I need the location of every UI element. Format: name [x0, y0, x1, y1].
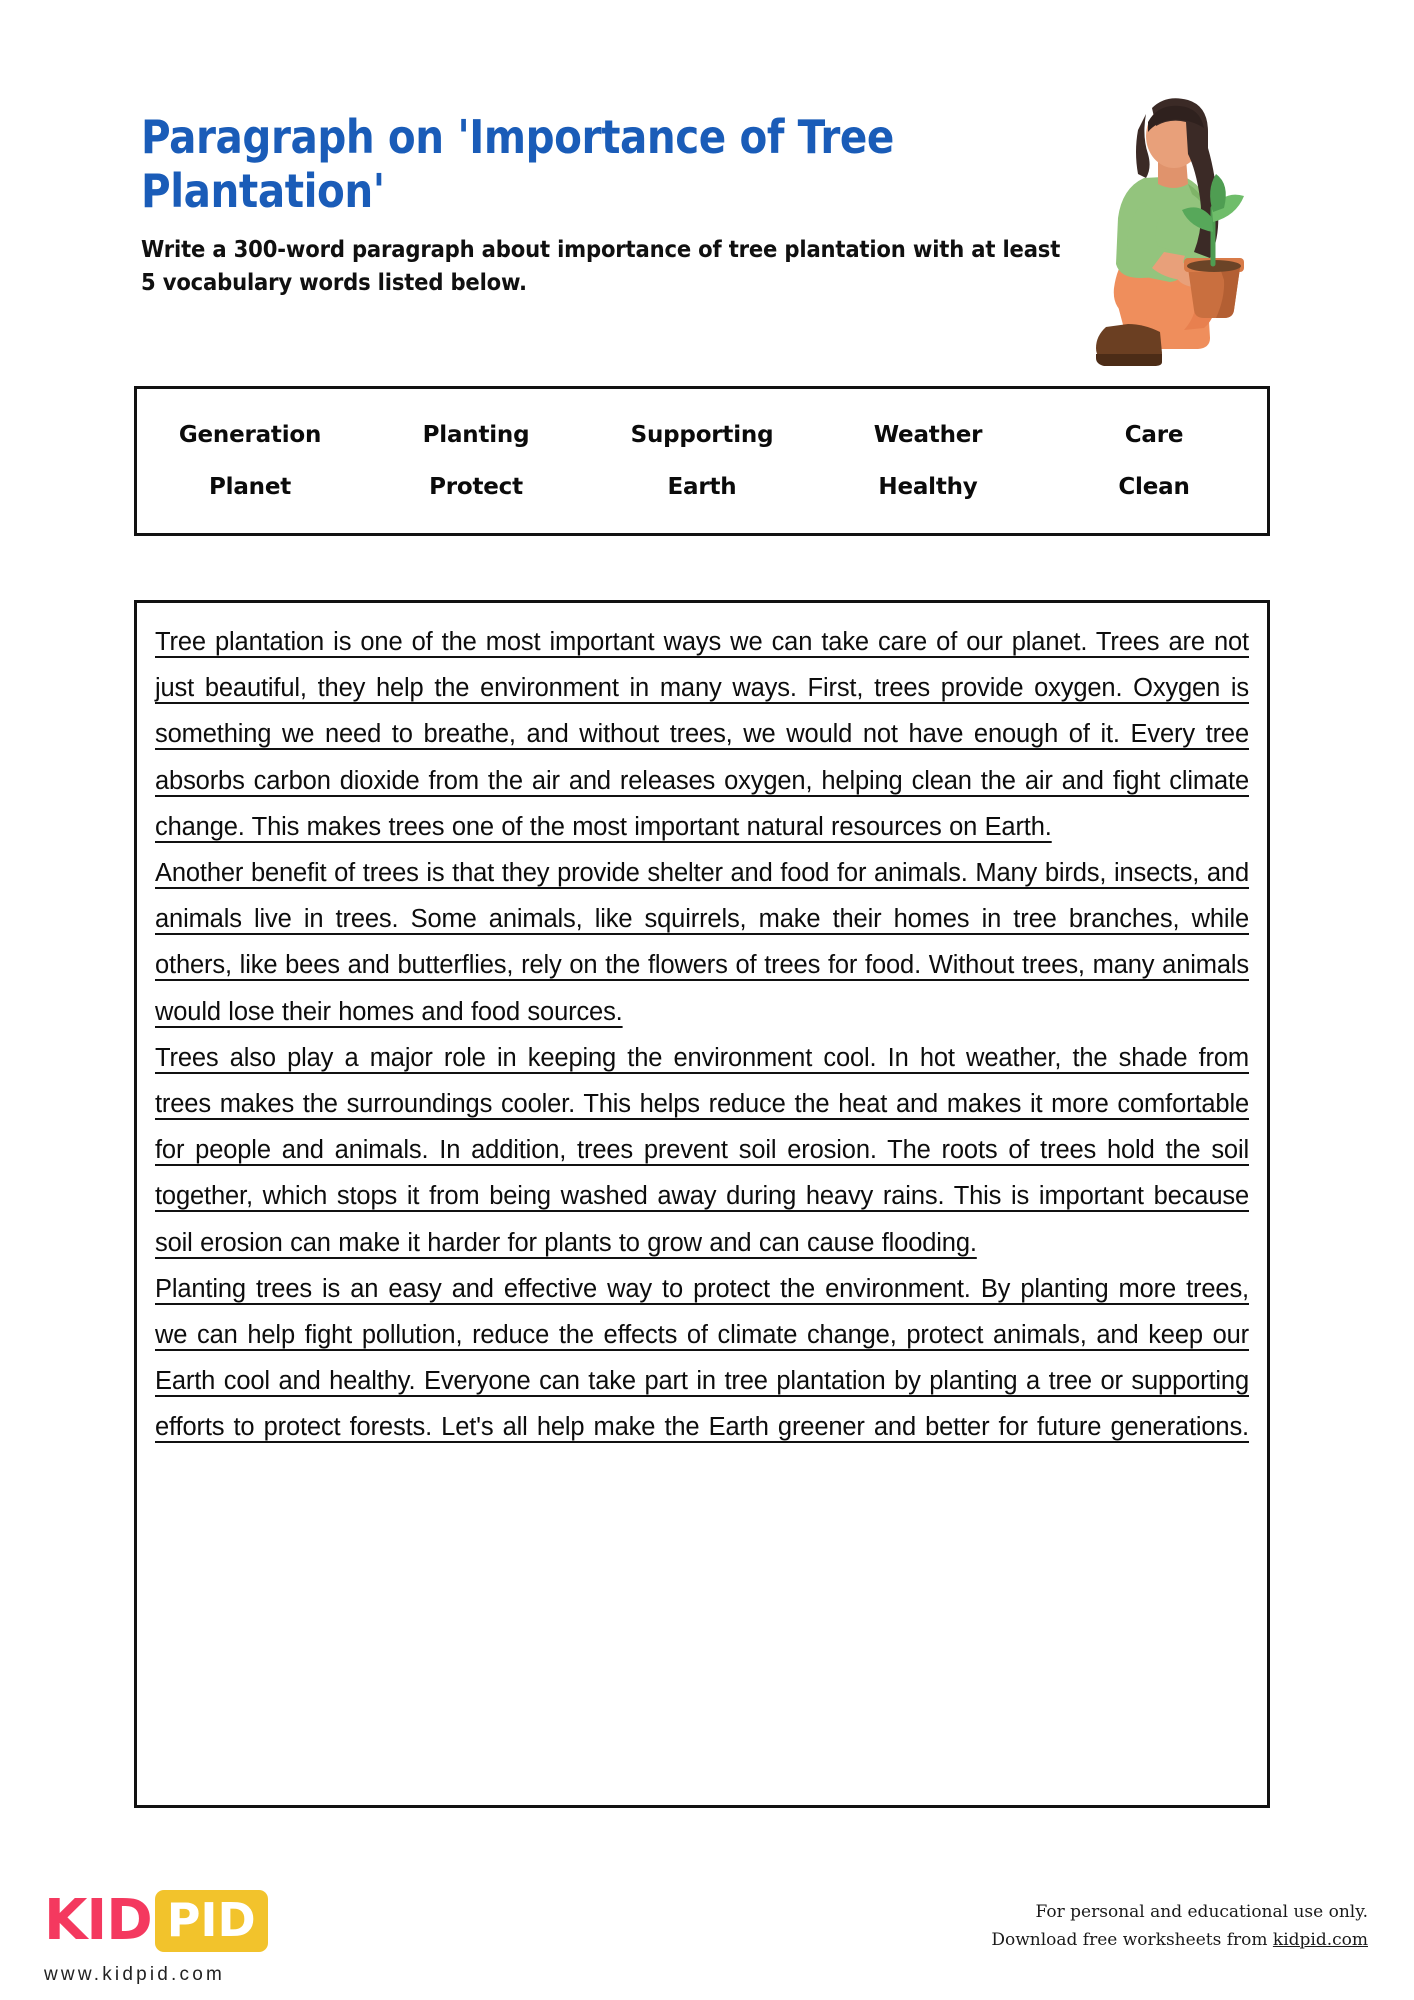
vocabulary-word: Earth [667, 474, 737, 500]
vocabulary-word: Generation [178, 422, 322, 448]
vocabulary-row [137, 474, 1267, 500]
vocabulary-word: Planet [208, 474, 292, 500]
footer [0, 1880, 1414, 2000]
answer-paragraph: Tree plantation is one of the most important ways we can take care of our planet. Trees are not just beautiful, they help the environment in many ways. First, trees provide oxygen. Oxygen is something we need to breathe, and without trees, we would not have enough of it. Every tree absorbs carbon dioxide from the air and releases oxygen, helping clean the air and fight climate change. This makes trees one of the most important natural resources on Earth. [155, 628, 1249, 841]
page-title: Paragraph on 'Importance of Tree Plantation' [141, 110, 894, 219]
footer-note-line2-prefix: Download free worksheets from [991, 1930, 1273, 1951]
footer-usage-note [991, 1898, 1368, 1954]
vocabulary-word: Weather [873, 422, 983, 448]
instruction-text: Write a 300-word paragraph about importance of tree plantation with at least 5 vocabulary words listed below. [141, 234, 1061, 296]
girl-planting-sapling-illustration [1048, 92, 1276, 382]
footer-note-line1: For personal and educational use only. [1035, 1902, 1368, 1922]
vocabulary-word: Supporting [630, 422, 774, 448]
vocabulary-word-bank [134, 386, 1270, 536]
logo-kid-text: KID [44, 1888, 152, 1953]
answer-paragraph: Another benefit of trees is that they provide shelter and food for animals. Many birds, insects, and animals live in trees. Some animals, like squirrels, make their homes in tree branches, while others, like bees and butterflies, rely on the flowers of trees for food. Without trees, many animals would lose their homes and food sources. [155, 859, 1249, 1026]
vocabulary-word: Clean [1118, 474, 1190, 500]
answer-paragraph: Trees also play a major role in keeping the environment cool. In hot weather, the shade from trees makes the surroundings cooler. This helps reduce the heat and makes it more comfortable for people and animals. In addition, trees prevent soil erosion. The roots of trees hold the soil together, which stops it from being washed away during heavy rains. This is important because soil erosion can make it harder for plants to grow and can cause flooding. [155, 1043, 1249, 1257]
vocabulary-word: Care [1124, 422, 1184, 448]
kidpid-logo [44, 1890, 268, 1986]
header [141, 110, 1091, 299]
answer-paragraph: Planting trees is an easy and effective way to protect the environment. By planting more trees, we can help fight pollution, reduce the effects of climate change, protect animals, and keep our Earth cool and healthy. Everyone can take part in tree plantation by planting a tree or supporting efforts to protect forests. Let's all help make the Earth greener and better for future generations. [155, 1274, 1249, 1442]
logo-pid-badge: PID [155, 1890, 268, 1952]
vocabulary-row [137, 422, 1267, 448]
vocabulary-word: Healthy [878, 474, 978, 500]
logo-website-url: www.kidpid.com [44, 1964, 226, 1985]
answer-paragraph-box [134, 600, 1270, 1808]
footer-note-line2 [991, 1926, 1368, 1954]
vocabulary-word: Planting [422, 422, 530, 448]
vocabulary-word: Protect [429, 474, 523, 500]
kidpid-link[interactable]: kidpid.com [1272, 1930, 1368, 1951]
